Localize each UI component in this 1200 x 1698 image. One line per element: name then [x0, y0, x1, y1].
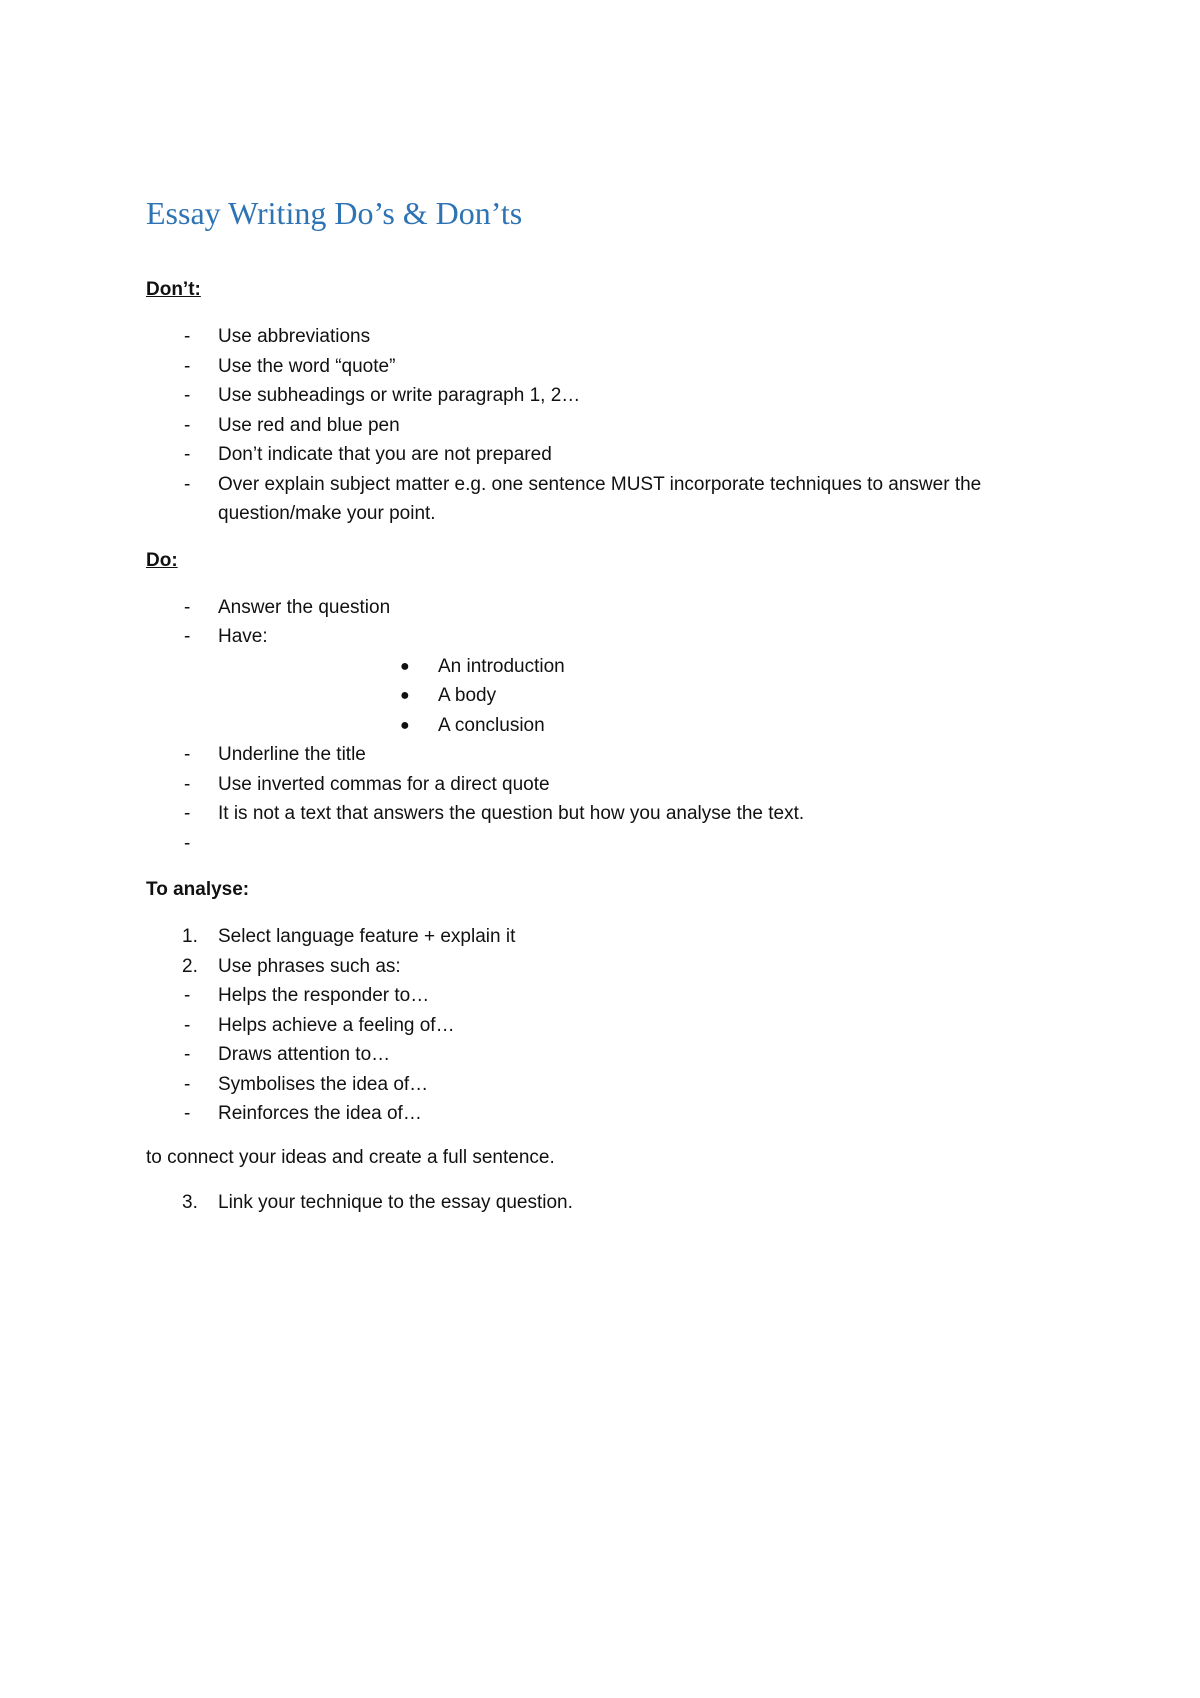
dash-marker: - [184, 385, 191, 406]
list-item-text: It is not a text that answers the question but how you analyse the text. [218, 803, 805, 824]
list-item-text [218, 829, 1066, 859]
do-heading [146, 547, 1066, 575]
dash-marker: - [184, 414, 191, 436]
list-item-text: Use the word “quote” [218, 355, 396, 377]
dash-marker: - [184, 744, 191, 765]
phrases-list [146, 981, 1066, 1129]
dash-marker: - [184, 596, 191, 618]
dash-marker: - [184, 326, 191, 347]
list-item-text: Answer the question [218, 596, 391, 618]
analyse-heading-text: To analyse: [146, 879, 250, 900]
list-item-text: Underline the title [218, 744, 366, 765]
analyse-heading [146, 876, 1066, 904]
sub-list-item-text: A body [438, 685, 497, 706]
phrase-text: Symbolises the idea of… [218, 1073, 429, 1095]
dash-marker: - [184, 626, 191, 647]
list-item-text: Over explain subject matter e.g. one sentence MUST incorporate techniques to answer the [218, 473, 982, 495]
list-item-text: Use inverted commas for a direct quote [218, 773, 550, 795]
step-text: Select language feature + explain it [218, 926, 516, 947]
do-list [146, 593, 1066, 652]
section-gap [146, 858, 1066, 876]
step-number: 3. [182, 1192, 198, 1213]
list-item-text: Use abbreviations [218, 326, 371, 347]
step-item [146, 922, 1066, 952]
analyse-final-step [146, 1188, 1066, 1218]
list-item [146, 352, 1066, 382]
list-item [146, 381, 1066, 411]
list-item-continuation [146, 499, 1066, 529]
list-item-text: Have: [218, 626, 268, 647]
list-item [146, 440, 1066, 470]
sub-list-item-text: A conclusion [438, 714, 545, 736]
dash-marker: - [184, 444, 191, 465]
list-item [146, 1099, 1066, 1129]
dash-marker: - [184, 1073, 191, 1095]
document-content [146, 190, 1066, 1218]
list-item [146, 622, 1066, 652]
dash-marker: - [184, 1014, 191, 1036]
list-item [146, 799, 1066, 829]
dash-marker: - [184, 773, 191, 795]
list-item-text: Use red and blue pen [218, 414, 400, 436]
step-number: 2. [182, 955, 198, 977]
list-item [146, 470, 1066, 500]
dash-marker: - [184, 1103, 191, 1124]
list-item [146, 322, 1066, 352]
dont-heading [146, 276, 1066, 304]
list-item [146, 1040, 1066, 1070]
step-text: Use phrases such as: [218, 955, 401, 977]
analyse-steps-list [146, 922, 1066, 981]
list-item-text: Don’t indicate that you are not prepared [218, 444, 552, 465]
dash-marker: - [184, 832, 191, 854]
dash-marker: - [184, 803, 191, 824]
section-gap [146, 529, 1066, 547]
phrase-text: Helps achieve a feeling of… [218, 1014, 455, 1036]
step-text: Link your technique to the essay question. [218, 1192, 573, 1213]
bullet-marker: ● [400, 687, 410, 704]
document-title: Essay Writing Do’s & Don’ts [146, 195, 523, 231]
list-item [146, 770, 1066, 800]
list-item-text: question/make your point. [218, 503, 436, 524]
do-heading-text: Do: [146, 549, 178, 571]
phrase-text: Reinforces the idea of… [218, 1103, 422, 1124]
phrase-text: Helps the responder to… [218, 985, 430, 1006]
step-item [146, 1188, 1066, 1218]
do-list-continued [146, 740, 1066, 858]
sub-list-item-text: An introduction [438, 655, 565, 677]
paragraph-gap [146, 1129, 1066, 1143]
list-item [146, 981, 1066, 1011]
dash-marker: - [184, 985, 191, 1006]
have-list [146, 652, 1066, 741]
bullet-marker: ● [400, 716, 410, 734]
list-item [146, 411, 1066, 441]
list-item-text: Use subheadings or write paragraph 1, 2… [218, 385, 581, 406]
step-number: 1. [182, 926, 198, 947]
sub-list-item [146, 652, 1066, 682]
step-item [146, 952, 1066, 982]
dash-marker: - [184, 355, 191, 377]
list-item [146, 1011, 1066, 1041]
connector-paragraph: to connect your ideas and create a full sentence. [146, 1146, 555, 1168]
list-item-empty [146, 829, 1066, 859]
dash-marker: - [184, 1044, 191, 1065]
sub-list-item [146, 681, 1066, 711]
empty-marker [146, 499, 218, 529]
dont-heading-text: Don’t: [146, 279, 201, 300]
list-item [146, 1070, 1066, 1100]
dash-marker: - [184, 473, 191, 495]
bullet-marker: ● [400, 657, 410, 675]
list-item [146, 593, 1066, 623]
phrase-text: Draws attention to… [218, 1044, 391, 1065]
list-item [146, 740, 1066, 770]
dont-list [146, 322, 1066, 529]
sub-list-item [146, 711, 1066, 741]
